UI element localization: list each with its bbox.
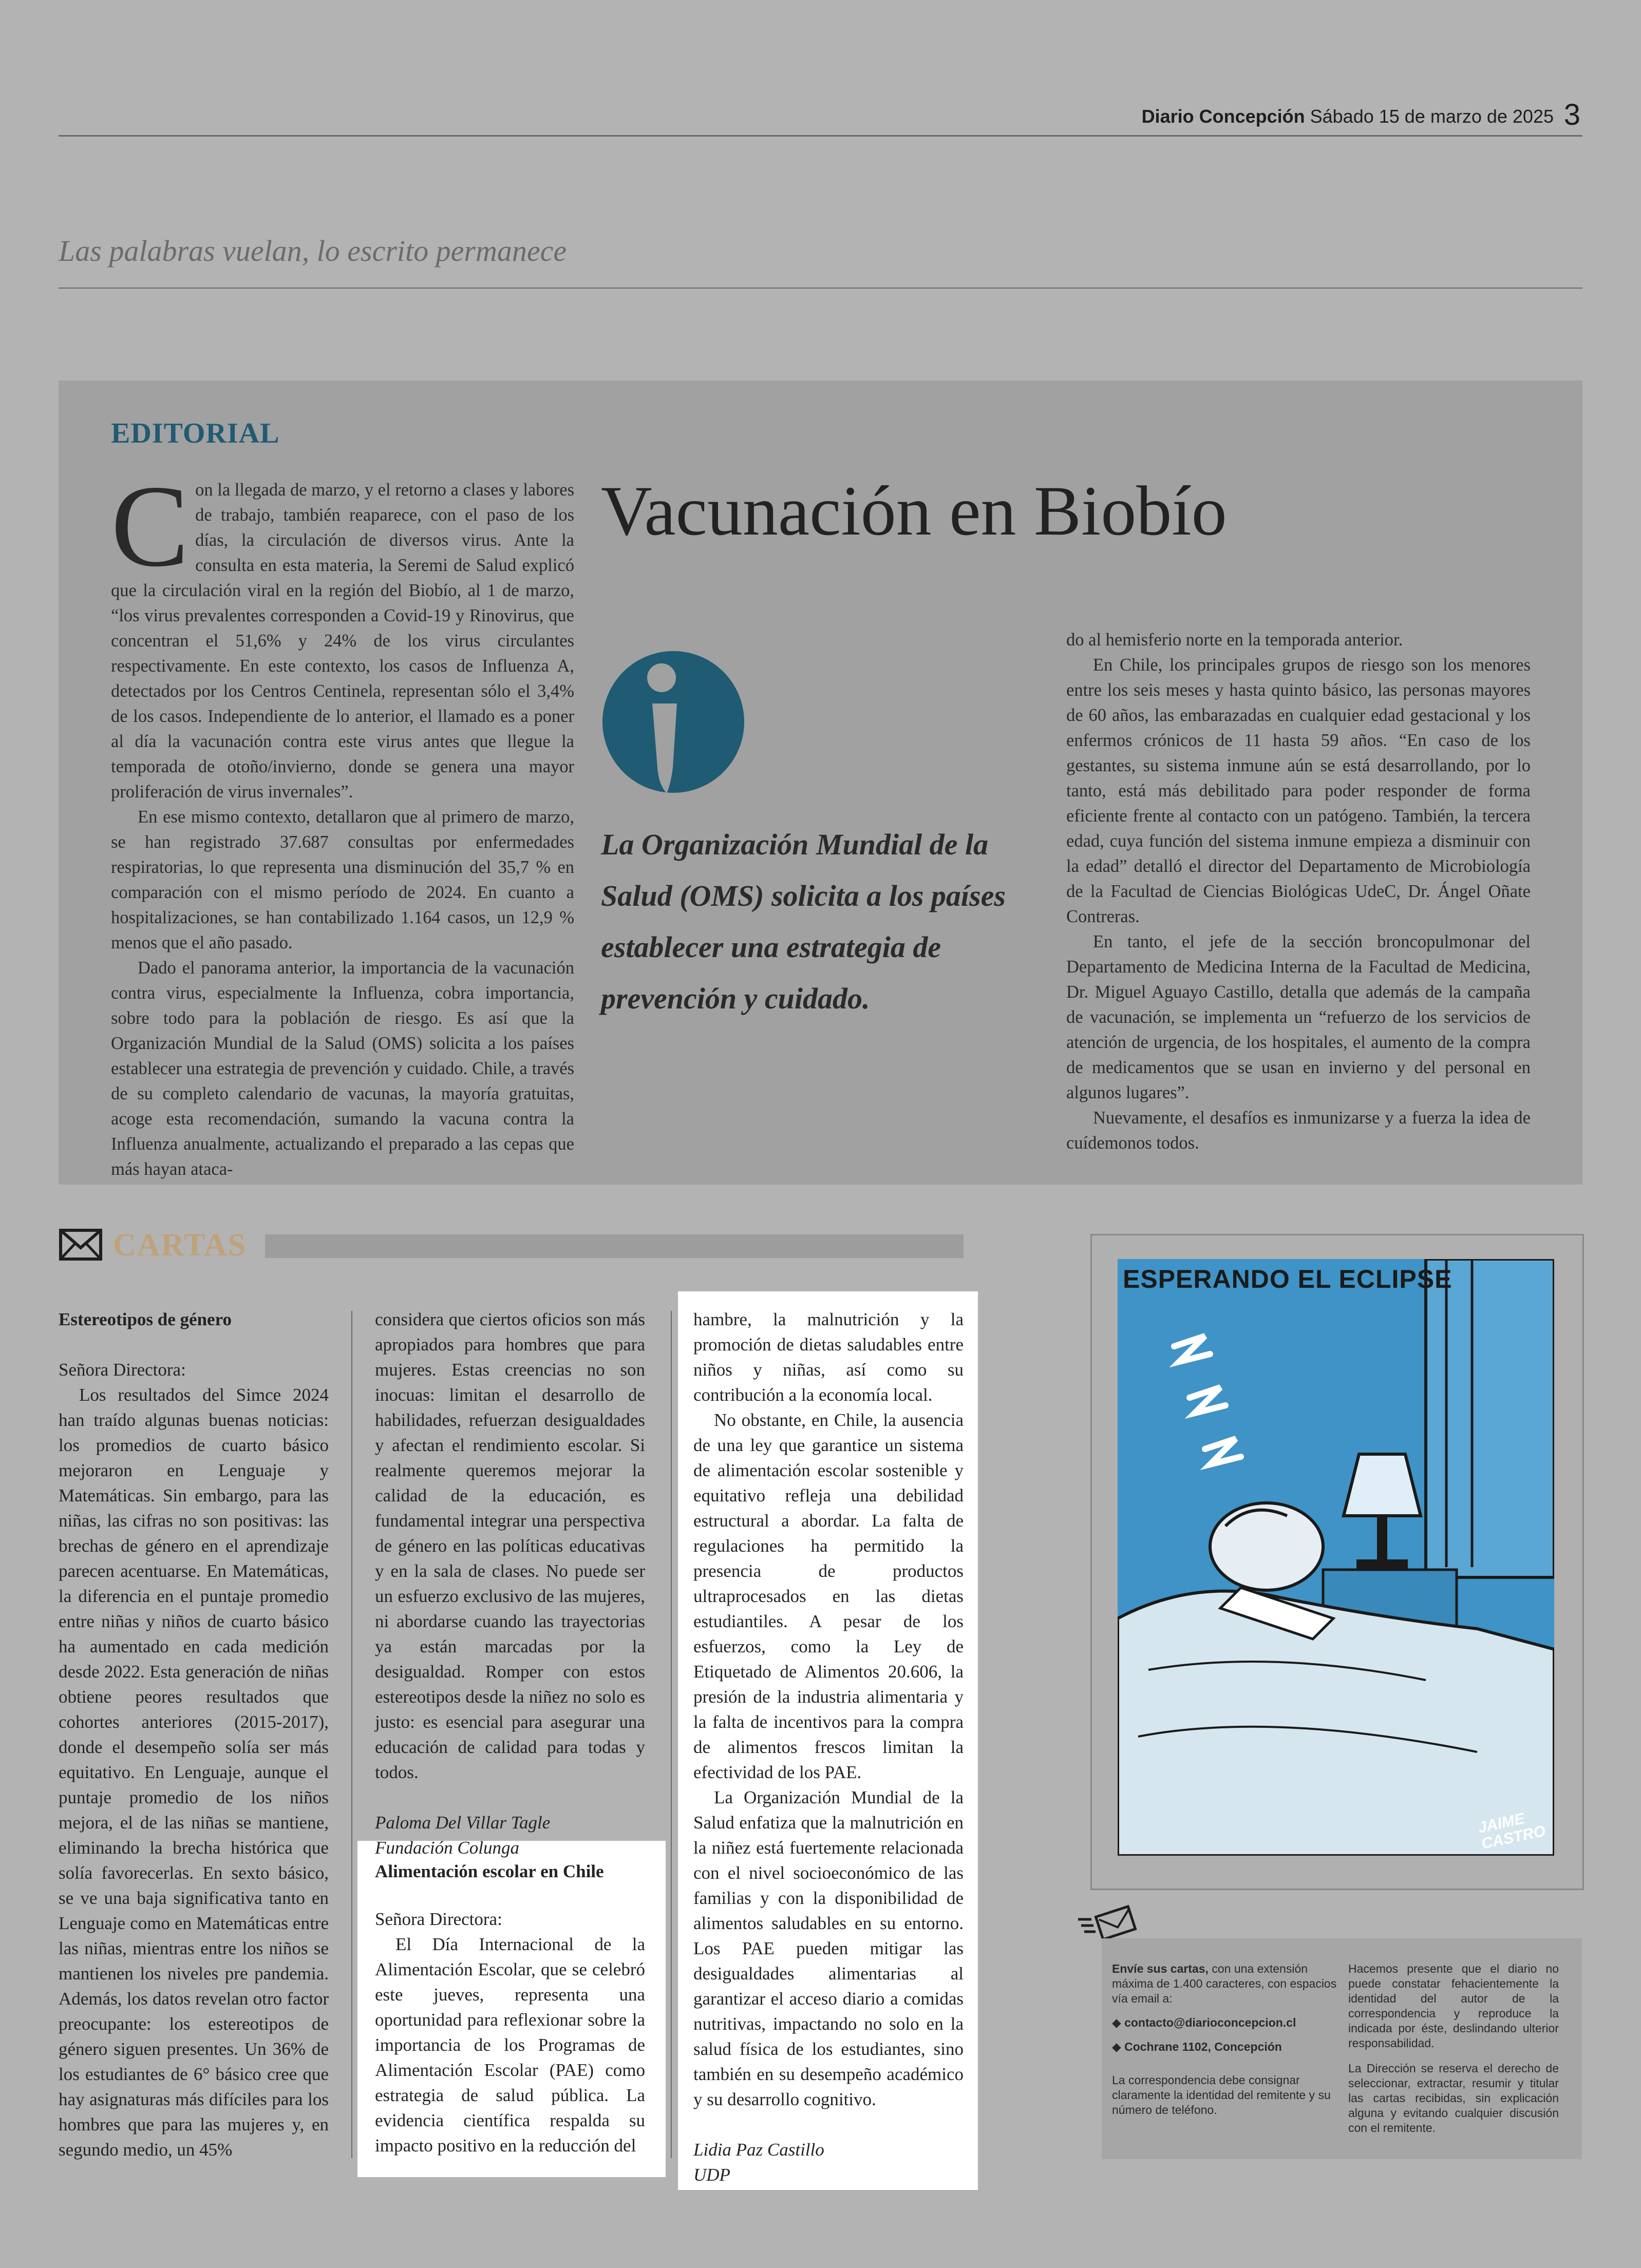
editorial-paragraph: Nuevamente, el desafíos es inmunizarse y a fuerza la idea de cuídemonos todos. [1066,1108,1531,1153]
editorial-paragraph: En tanto, el jefe de la sección broncopulmonar del Departamento de Medicina Interna de la Facultad de Medicina, Dr. Miguel Aguayo Castillo, detalla que además de la campaña de vacunación, se implementa un “refuerzo de los servicios de atención de urgencia, de los hospitales, el aumento de la compra de medicamentos que se usan en invierno y del personal en algunos lugares”. [1066,932,1531,1102]
letter1-column [59,1307,329,2162]
letter-text: El Día Internacional de la Alimentación Escolar, que se celebró este jueves, representa una oportunidad para reflexionar sobre la importancia de los Programas de Alimentación Escolar (PAE) como estrategia de salud pública. La evidencia científica respalda su impacto positivo en la reducción del [375,1934,645,2156]
editorial-paragraph: En ese mismo contexto, detallaron que al primero de marzo, se han registrado 37.687 consultas por enfermedades respiratorias, lo que representa una disminución del 35,7 % en comparación con el mismo período de 2024. En cuanto a hospitalizaciones, se han contabilizado 1.164 casos, un 12,9 % menos que el año pasado. [111,807,574,952]
letter2-column-continued [693,1307,964,2187]
bullet-diamond-icon: ◆ [1112,2040,1125,2053]
info-identity-note: La correspondencia debe consignar claramente la identidad del remitente y su número de teléfono. [1112,2073,1331,2117]
letter-text: Los resultados del Simce 2024 han traído algunas buenas noticias: los promedios de cuarto básico mejoraron en Lenguaje y Matemáticas. Sin embargo, para las niñas, las cifras no son positivas: las brechas de género en el aprendizaje parecen acentuarse. En Matemáticas, la diferencia en el puntaje promedio entre niñas y niños de cuarto básico ha aumentado en cada medición desde 2022. Esta generación de niñas obtiene peores resultados que cohortes anteriores (2015-2017), donde el desempeño solía ser más equitativo. En Lenguaje, aunque el puntaje promedio de los niños mejora, el de las niñas se mantiene, eliminando la brecha histórica que solía favorecerlas. En sexto básico, se ve una baja significativa tanto en Lenguaje como en Matemáticas entre las niñas, mientras entre los niños se mantienen los niveles pre pandemia. Además, los datos revelan otro factor preocupante: los estereotipos de género siguen presentes. Un 36% de los estudiantes de 6° básico cree que hay asignaturas más difíciles para los hombres que para las mujeres y, en segundo medio, un 45% [59,1385,329,2160]
info-disclaimer: La Dirección se reserva el derecho de seleccionar, extractar, resumir y titular las cartas recibidas, sin explicación alguna y evitando cualquier discusión con el remitente. [1348,2062,1559,2134]
info-disclaimer: Hacemos presente que el diario no puede constatar fehacientemente la identidad del autor de la correspondencia y reproduce la indicada por éste, deslindando ulterior responsabilidad. [1348,1962,1559,2050]
info-email: contacto@diarioconcepcion.cl [1124,2016,1296,2029]
info-send-column [1112,1961,1338,2123]
cartas-label: CARTAS [113,1228,247,1263]
info-icon [601,650,746,797]
letter-salutation: Señora Directora: [375,1909,502,1929]
page-number: 3 [1563,98,1580,131]
letter-text: No obstante, en Chile, la ausencia de una ley que garantice un sistema de alimentación escolar sostenible y equitativo refleja una debilidad estructural a abordar. La falta de regulaciones ha permitido la presencia de productos ultraprocesados en las dietas estudiantiles. A pesar de los esfuerzos, como la Ley de Etiquetado de Alimentos 20.606, la presión de la industria alimentaria y la falta de incentivos para la compra de alimentos frescos limitan la efectividad de los PAE. [693,1410,964,1782]
masthead [1142,106,1554,127]
column-divider [671,1311,672,2158]
pull-quote: La Organización Mundial de la Salud (OMS) solicita a los países establecer una estrategia de prevención y cuidado. [601,828,1006,1015]
letter-signature-org: UDP [693,2165,730,2185]
mail-send-icon [1076,1904,1138,1942]
paper-name: Diario Concepción [1141,106,1305,127]
cartoon-illustration [1118,1259,1554,1856]
editorial-left-column [111,462,574,1182]
cartoon-signature: JAIME CASTRO [1476,1810,1548,1853]
editorial-paragraph: En Chile, los principales grupos de riesgo son los menores entre los seis meses y hasta quinto básico, las personas mayores de 60 años, las embarazadas en cualquier edad gestacional y los enfermos crónicos de 11 hasta 59 años. “En caso de los gestantes, su sistema inmune aún se está desarrollando, por lo tanto, está más debilitado para poder responder de forma eficiente frente al contacto con un patógeno. También, la tercera edad, cuya función del sistema inmune empieza a disminuir con la edad” detalló el director del Departamento de Microbiología de la Facultad de Ciencias Biológicas UdeC, Dr. Ángel Oñate Contreras. [1066,655,1531,926]
column-divider [351,1311,352,2158]
letter-text: hambre, la malnutrición y la promoción de dietas saludables entre niños y niñas, así como su contribución a la economía local. [693,1309,964,1405]
issue-date: Sábado 15 de marzo de 2025 [1310,106,1554,127]
drop-cap: C [111,462,190,591]
header-rule [59,135,1582,137]
letter-text: La Organización Mundial de la Salud enfatiza que la malnutrición en la niñez está fuertemente relacionada con el nivel socioeconómico de las familias y con la disponibilidad de alimentos saludables en su entorno. Los PAE pueden mitigar las desigualdades alimentarias al garantizar el acceso diario a comidas nutritivas, impactando no solo en la salud física de los estudiantes, sino también en su desempeño académico y su desarrollo cognitivo. [693,1787,964,2109]
letter-title: Estereotipos de género [59,1309,232,1329]
editorial-right-column [1066,627,1531,1156]
letter-text: considera que ciertos oficios son más apropiados para hombres que para mujeres. Estas creencias no son inocuas: limitan el desarrollo de habilidades, refuerzan desigualdades y afectan el rendimiento escolar. Si realmente queremos mejorar la calidad de la educación, es fundamental integrar una perspectiva de género en las políticas educativas y en la sala de clases. No puede ser un esfuerzo exclusivo de las mujeres, ni abordarse cuando las trayectorias ya están marcadas por la desigualdad. Romper con estos estereotipos desde la niñez no solo es justo: es esencial para asegurar una educación de calidad para todas y todos. [375,1309,645,1782]
editorial-paragraph: do al hemisferio norte en la temporada anterior. [1066,630,1403,650]
motto-rule [59,288,1582,289]
info-send-bold: Envíe sus cartas, [1112,1962,1209,1975]
editorial-paragraph: Dado el panorama anterior, la importancia de la vacunación contra virus, especialmente la Influenza, cobra importancia, sobre todo para la población de riesgo. Es así que la Organización Mundial de la Salud (OMS) solicita a los países establecer una estrategia de prevención y cuidado. Chile, a través de su completo calendario de vacunas, la mayoría gratuitas, acoge esta recomendación, sumando la vacuna contra la Influenza anualmente, actualizando el preparado a las cepas que más hayan ataca- [111,958,574,1179]
letter-title: Alimentación escolar en Chile [375,1861,604,1881]
editorial-title: Vacunación en Biobío [601,471,1227,550]
envelope-icon [59,1227,103,1266]
info-address: Cochrane 1102, Concepción [1124,2040,1282,2053]
letter-signature-name: Lidia Paz Castillo [693,2140,824,2160]
bullet-diamond-icon: ◆ [1112,2016,1125,2029]
cartoon-title: ESPERANDO EL ECLIPSE [1123,1265,1453,1293]
letter1-column-continued [375,1307,645,1860]
letter2-column [375,1859,645,2158]
info-disclaimer-column [1348,1961,1559,2141]
cartas-header-bar [265,1234,964,1258]
letter-salutation: Señora Directora: [59,1360,186,1380]
editorial-label: EDITORIAL [111,417,280,449]
motto: Las palabras vuelan, lo escrito permanece [59,234,567,268]
letter-signature-org: Fundación Colunga [375,1838,519,1858]
info-send-text: con una extensión máxima de 1.400 caracteres, con espacios vía email a: [1112,1962,1337,2005]
editorial-paragraph: on la llegada de marzo, y el retorno a clases y labores de trabajo, también reaparece, con el paso de los días, la circulación de diversos virus. Ante la consulta en esta materia, la Seremi de Salud explicó que la circulación viral en la región del Biobío, al 1 de marzo, “los virus prevalentes corresponden a Covid-19 y Rinovirus, que concentran el 51,6% y 24% de los virus circulantes respectivamente. En este contexto, los casos de Influenza A, detectados por los Centros Centinela, representan sólo el 3,4% de los casos. Independiente de lo anterior, el llamado es a poner al día la vacunación contra este virus antes que llegue la temporada de otoño/invierno, donde se genera una mayor proliferación de virus invernales”. [111,480,574,802]
letter-signature-name: Paloma Del Villar Tagle [375,1813,551,1833]
